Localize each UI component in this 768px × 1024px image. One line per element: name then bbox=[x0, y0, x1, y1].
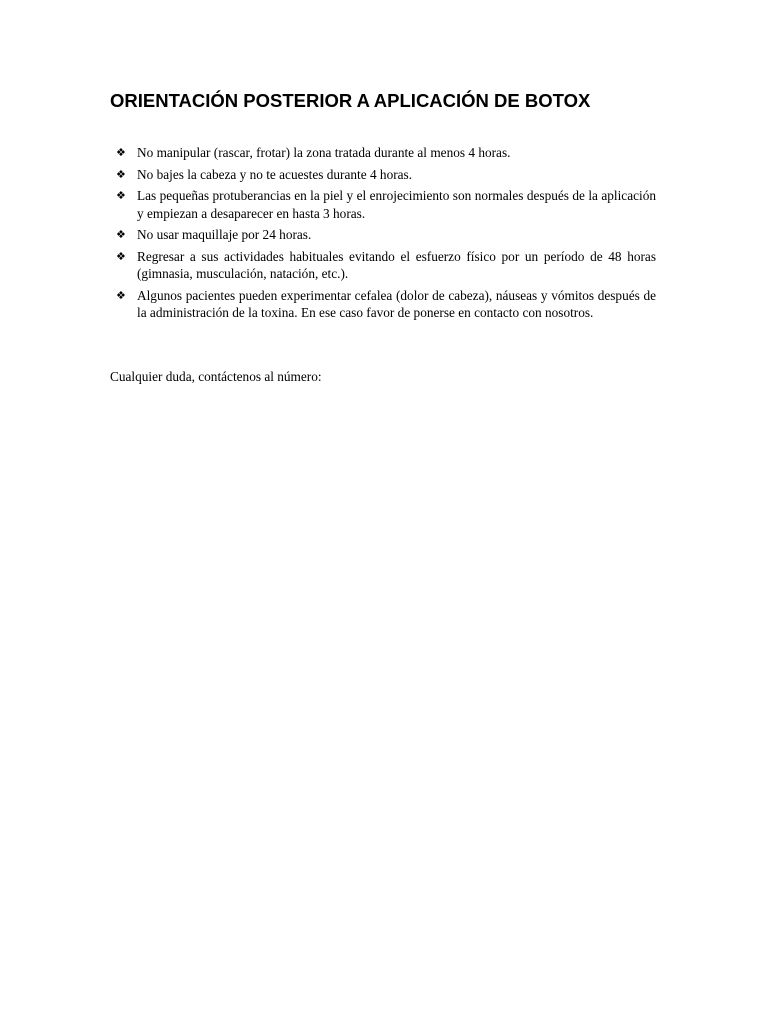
list-item bbox=[110, 144, 656, 162]
list-item-text: No usar maquillaje por 24 horas. bbox=[137, 227, 312, 242]
diamond-bullet-icon: ❖ bbox=[116, 146, 126, 159]
diamond-bullet-icon: ❖ bbox=[116, 288, 126, 302]
list-item bbox=[110, 226, 656, 244]
list-item-text: Las pequeñas protuberancias en la piel y el enrojecimiento son normales después de la aplicación y empiezan a desaparecer en hasta 3 horas. bbox=[137, 188, 656, 221]
diamond-bullet-icon: ❖ bbox=[116, 167, 126, 181]
list-item-text: No manipular (rascar, frotar) la zona tratada durante al menos 4 horas. bbox=[137, 145, 511, 160]
diamond-bullet-icon: ❖ bbox=[116, 249, 126, 263]
list-item bbox=[110, 248, 656, 283]
page-title: ORIENTACIÓN POSTERIOR A APLICACIÓN DE BOTOX bbox=[110, 90, 591, 111]
list-item-text: Algunos pacientes pueden experimentar cefalea (dolor de cabeza), náuseas y vómitos después de la administración de la toxina. En ese caso favor de ponerse en contacto con nosotros. bbox=[137, 287, 656, 320]
list-item bbox=[110, 287, 656, 322]
list-item-text: No bajes la cabeza y no te acuestes durante 4 horas. bbox=[137, 166, 413, 182]
diamond-bullet-icon: ❖ bbox=[116, 189, 126, 202]
list-item bbox=[110, 187, 656, 222]
contact-note: Cualquier duda, contáctenos al número: bbox=[110, 369, 322, 384]
diamond-bullet-icon: ❖ bbox=[116, 228, 126, 241]
list-item bbox=[110, 166, 656, 184]
list-item-text: Regresar a sus actividades habituales evitando el esfuerzo físico por un período de 48 horas (gimnasia, musculación, natación, etc.). bbox=[137, 248, 656, 281]
instructions-list bbox=[110, 144, 656, 326]
